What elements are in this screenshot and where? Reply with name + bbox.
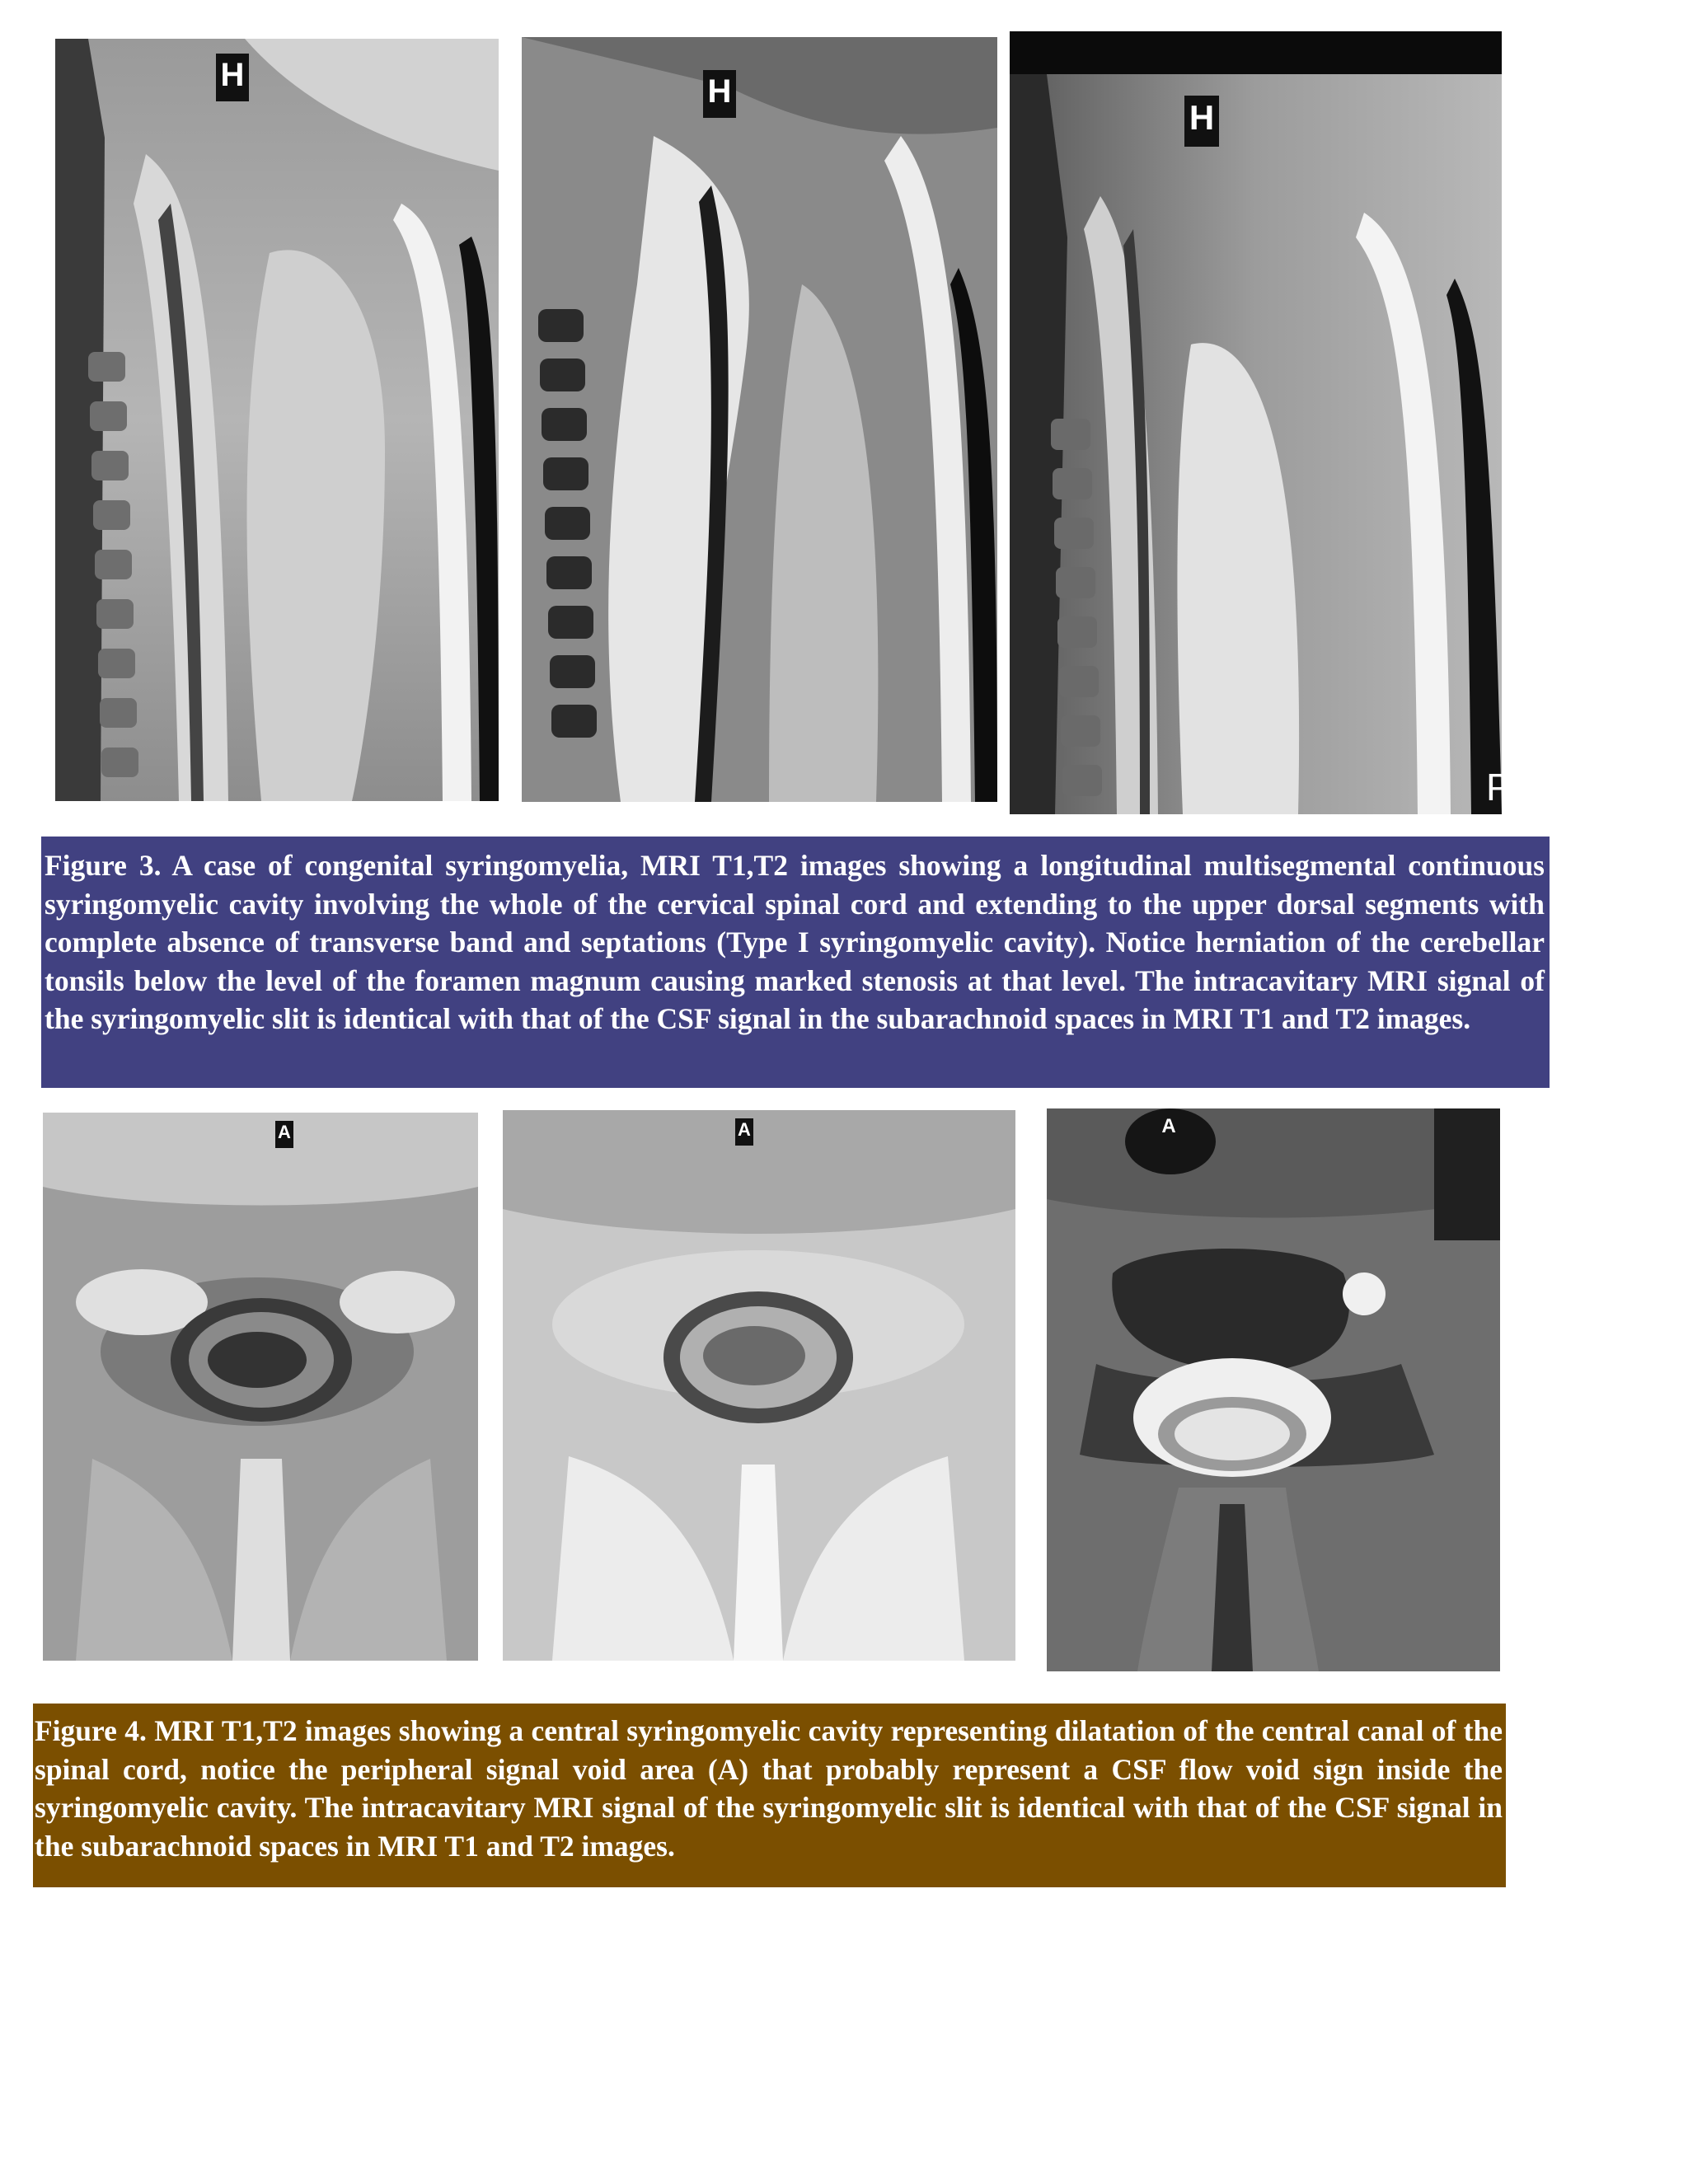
orientation-marker-a: A bbox=[735, 1118, 753, 1146]
orientation-marker-h: H bbox=[216, 54, 249, 101]
figure3-mri-panel-1 bbox=[55, 39, 499, 801]
figure4-mri-panel-2 bbox=[503, 1110, 1015, 1661]
figure4-mri-panel-1 bbox=[43, 1113, 478, 1661]
figure3-caption: Figure 3. A case of congenital syringomyelia, MRI T1,T2 images showing a longitudinal multisegmental continuous syringomyelic cavity involving the whole of the cervical spinal cord and extending to the upper dorsal segments with complete absence of transverse band and septations (Type I syringomyelic cavity). Notice herniation of the cerebellar tonsils below the level of the foramen magnum causing marked stenosis at that level. The intracavitary MRI signal of the syringomyelic slit is identical with that of the CSF signal in the subarachnoid spaces in MRI T1 and T2 images. bbox=[41, 837, 1550, 1088]
sagittal-mri-t1-image bbox=[1010, 31, 1512, 814]
orientation-marker-h: H bbox=[1184, 96, 1219, 147]
axial-mri-image bbox=[1047, 1108, 1500, 1671]
axial-mri-image bbox=[43, 1113, 478, 1661]
corner-letter: P bbox=[1486, 766, 1512, 808]
figure4-mri-panel-3 bbox=[1047, 1108, 1500, 1671]
figure3-mri-panel-3 bbox=[1010, 31, 1512, 814]
orientation-marker-h: H bbox=[703, 70, 736, 118]
figure3-mri-panel-2 bbox=[522, 37, 997, 802]
orientation-marker-a: A bbox=[275, 1121, 293, 1148]
orientation-marker-a: A bbox=[1161, 1115, 1176, 1137]
sagittal-mri-t2-image bbox=[522, 37, 997, 802]
figure4-caption: Figure 4. MRI T1,T2 images showing a central syringomyelic cavity representing dilatation of the central canal of the spinal cord, notice the peripheral signal void area (A) that probably represent a CSF flow void sign inside the syringomyelic cavity. The intracavitary MRI signal of the syringomyelic slit is identical with that of the CSF signal in the subarachnoid spaces in MRI T1 and T2 images. bbox=[33, 1704, 1506, 1887]
axial-mri-image bbox=[503, 1110, 1015, 1661]
sagittal-mri-t1-image bbox=[55, 39, 499, 801]
